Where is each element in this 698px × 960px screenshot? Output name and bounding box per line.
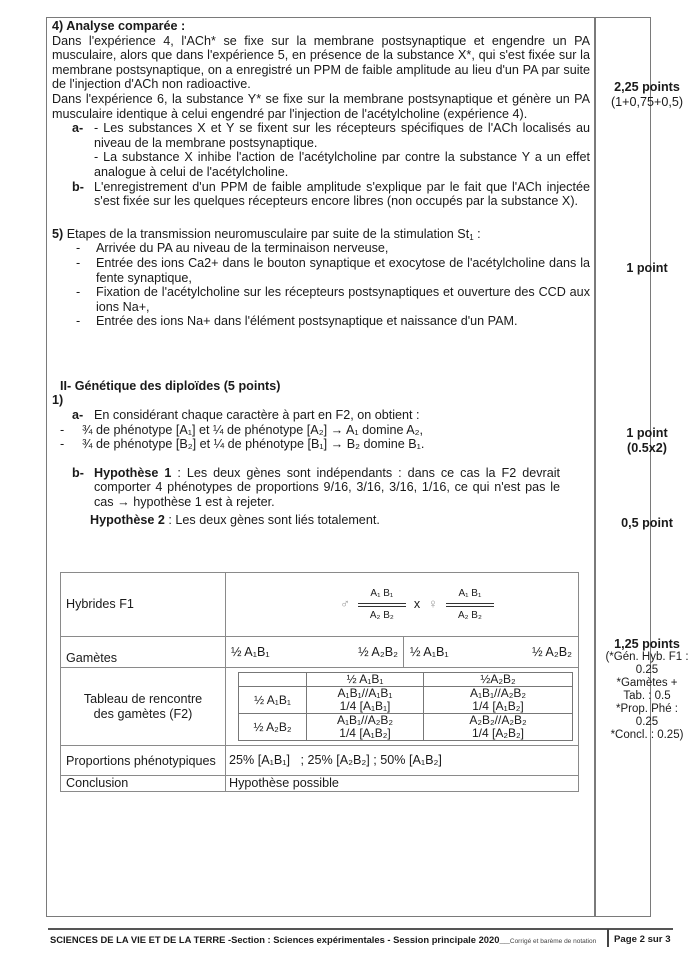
points-section-4: 2,25 points (1+0,75+0,5)	[610, 80, 684, 109]
male-genotype: $\frac{\text{A₁ B₁}}{\text{A₂ B₂}}$	[358, 588, 406, 622]
proportions-value: 25% [A₁B₁] ; 25% [A₂B₂] ; 50% [A₁B₂]	[226, 746, 579, 776]
gamete: ½ A₁B₁	[231, 644, 270, 659]
points-section-5: 1 point	[626, 261, 668, 275]
row-rencontre	[61, 668, 579, 746]
punnett-square	[238, 672, 573, 741]
step-item: - Arrivée du PA au niveau de la terminaison nerveuse,	[76, 241, 389, 256]
item-label: a-	[72, 121, 84, 136]
gamete: ½ A₁B₁	[410, 644, 449, 659]
row-header: ½ A₁B₁	[239, 687, 307, 714]
hypothesis-2: Hypothèse 2 : Les deux gènes sont liés totalement.	[90, 512, 380, 527]
section-4-para2: Dans l'expérience 6, la substance Y* se fixe sur la membrane postsynaptique et génère un PA musculaire identique à celui engendré par l'injection de l'acétylcholine (expérience 4).	[52, 91, 590, 121]
rencontre-label: Tableau de rencontre des gamètes (F2)	[61, 668, 226, 746]
section-4	[52, 19, 590, 209]
section-5	[52, 227, 590, 329]
gamete: ½ A₂B₂	[358, 644, 398, 659]
points-table: 1,25 points (*Gén. Hyb. F1 : 0.25 *Gamètes + Tab. : 0.5 *Prop. Phé : 0.25 *Concl. : 0.25)	[605, 637, 689, 741]
section-5-num: 5)	[52, 226, 64, 241]
main-content	[52, 19, 590, 527]
part-2-item-b: b- Hypothèse 1 : Les deux gènes sont indépendants : dans ce cas la F2 devrait comporter 4 phénotypes de proportions 9/16, 3/16, 3/16, 1/16, ce qui n'est pas le cas → hypothèse 1 est à rejeter.	[72, 465, 560, 510]
points-part-2-b: 0,5 point	[621, 516, 673, 530]
column-header: ½ A₁B₁	[307, 673, 424, 687]
hypothesis-1-label: Hypothèse 1	[94, 465, 172, 480]
punnett-row: ½ A₁B₁ A₁B₁//A₁B₁ 1/4 [A₁B₁] A₁B₁//A₂B₂ 1/4 [A₁B₂]	[239, 687, 573, 714]
item-label: b-	[72, 179, 84, 194]
female-genotype: $\frac{\text{A₁ B₁}}{\text{A₂ B₂}}$	[446, 588, 494, 622]
step-item: - Fixation de l'acétylcholine sur les récepteurs postsynaptiques et ouverture des CCD aux ions Na+,	[76, 285, 590, 314]
conclusion-value: Hypothèse possible	[226, 776, 579, 792]
step-item: - Entrée des ions Na+ dans l'élément postsynaptique et naissance d'un PAM.	[76, 314, 518, 329]
male-symbol-icon: ♂	[340, 596, 350, 612]
row-proportions	[61, 746, 579, 776]
section-4-title: 4) Analyse comparée :	[52, 19, 186, 33]
female-symbol-icon: ♀	[428, 596, 438, 612]
hybrides-label: Hybrides F1	[61, 573, 226, 637]
section-5-title: 5) Etapes de la transmission neuromusculaire par suite de la stimulation $St_1$ :	[52, 226, 481, 242]
conclusion-label: Conclusion	[61, 776, 226, 792]
points-column-divider	[594, 17, 596, 917]
dominance-line: - ¾ de phénotype [A₁] et ¼ de phénotype [A₂] → A₁ domine A₂,	[60, 422, 424, 437]
footer-text: SCIENCES DE LA VIE ET DE LA TERRE -Section : Sciences expérimentales - Session principale 2020__Corrigé et barème de notation	[50, 934, 597, 945]
dominance-line: - ¾ de phénotype [B₂] et ¼ de phénotype [B₁] → B₂ domine B₁.	[60, 437, 425, 452]
points-part-2-a: 1 point (0.5x2)	[626, 426, 668, 455]
cross-notation	[226, 588, 578, 622]
part-2-title: II- Génétique des diploïdes (5 points)	[60, 378, 281, 393]
hypothesis-1-text: : Les deux gènes sont indépendants : dans ce cas la F2 devrait comporter 4 phénotypes de proportions 9/16, 3/16, 3/16, 1/16, ce qui n'est pas le cas → hypothèse 1 est à rejeter.	[94, 465, 560, 510]
part-2	[52, 379, 590, 527]
row-header: ½ A₂B₂	[239, 714, 307, 741]
section-4-item-a	[52, 121, 590, 179]
question-1-num: 1)	[52, 393, 64, 408]
cross-symbol: x	[413, 597, 421, 612]
gamete: ½ A₂B₂	[532, 644, 572, 659]
item-b-text: L'enregistrement d'un PPM de faible amplitude s'explique par le fait que l'ACh injectée s'est fixée sur les quelques récepteurs encore libres (non occupés par la substance X).	[94, 179, 590, 209]
step-item: - Entrée des ions Ca2+ dans le bouton synaptique et exocytose de l'acétylcholine dans la fente synaptique,	[76, 255, 590, 285]
footer-rule	[48, 928, 673, 930]
section-4-para1: Dans l'expérience 4, l'ACh* se fixe sur la membrane postsynaptique et engendre un PA musculaire, alors que dans l'expérience 5, en présence de la substance X*, qui s'est fixée sur la membrane postsynaptique, on a enregistré un PPM de faible amplitude au lieu d'un PA par suite de l'injection d'ACh non radioactive.	[52, 33, 590, 92]
row-conclusion	[61, 776, 579, 792]
genetics-table	[60, 572, 579, 792]
section-4-item-b	[52, 180, 590, 209]
part-2-item-a: a- En considérant chaque caractère à part en F2, on obtient :	[72, 408, 420, 423]
footer-separator	[607, 929, 609, 947]
punnett-row: ½ A₂B₂ A₁B₁//A₂B₂ 1/4 [A₁B₂] A₂B₂//A₂B₂ 1/4 [A₂B₂]	[239, 714, 573, 741]
item-a-text2: - La substance X inhibe l'action de l'acétylcholine par contre la substance Y a un effet analogue à celui de l'acétylcholine.	[94, 150, 590, 179]
gametes-label: Gamètes	[61, 637, 226, 668]
row-hybrides	[61, 573, 579, 637]
page-number: Page 2 sur 3	[614, 934, 671, 945]
proportions-label: Proportions phénotypiques	[61, 746, 226, 776]
item-a-text1: - Les substances X et Y se fixent sur les récepteurs spécifiques de l'ACh localisés au niveau de la membrane postsynaptique.	[94, 121, 590, 150]
column-header: ½A₂B₂	[424, 673, 573, 687]
row-gametes	[61, 637, 579, 668]
